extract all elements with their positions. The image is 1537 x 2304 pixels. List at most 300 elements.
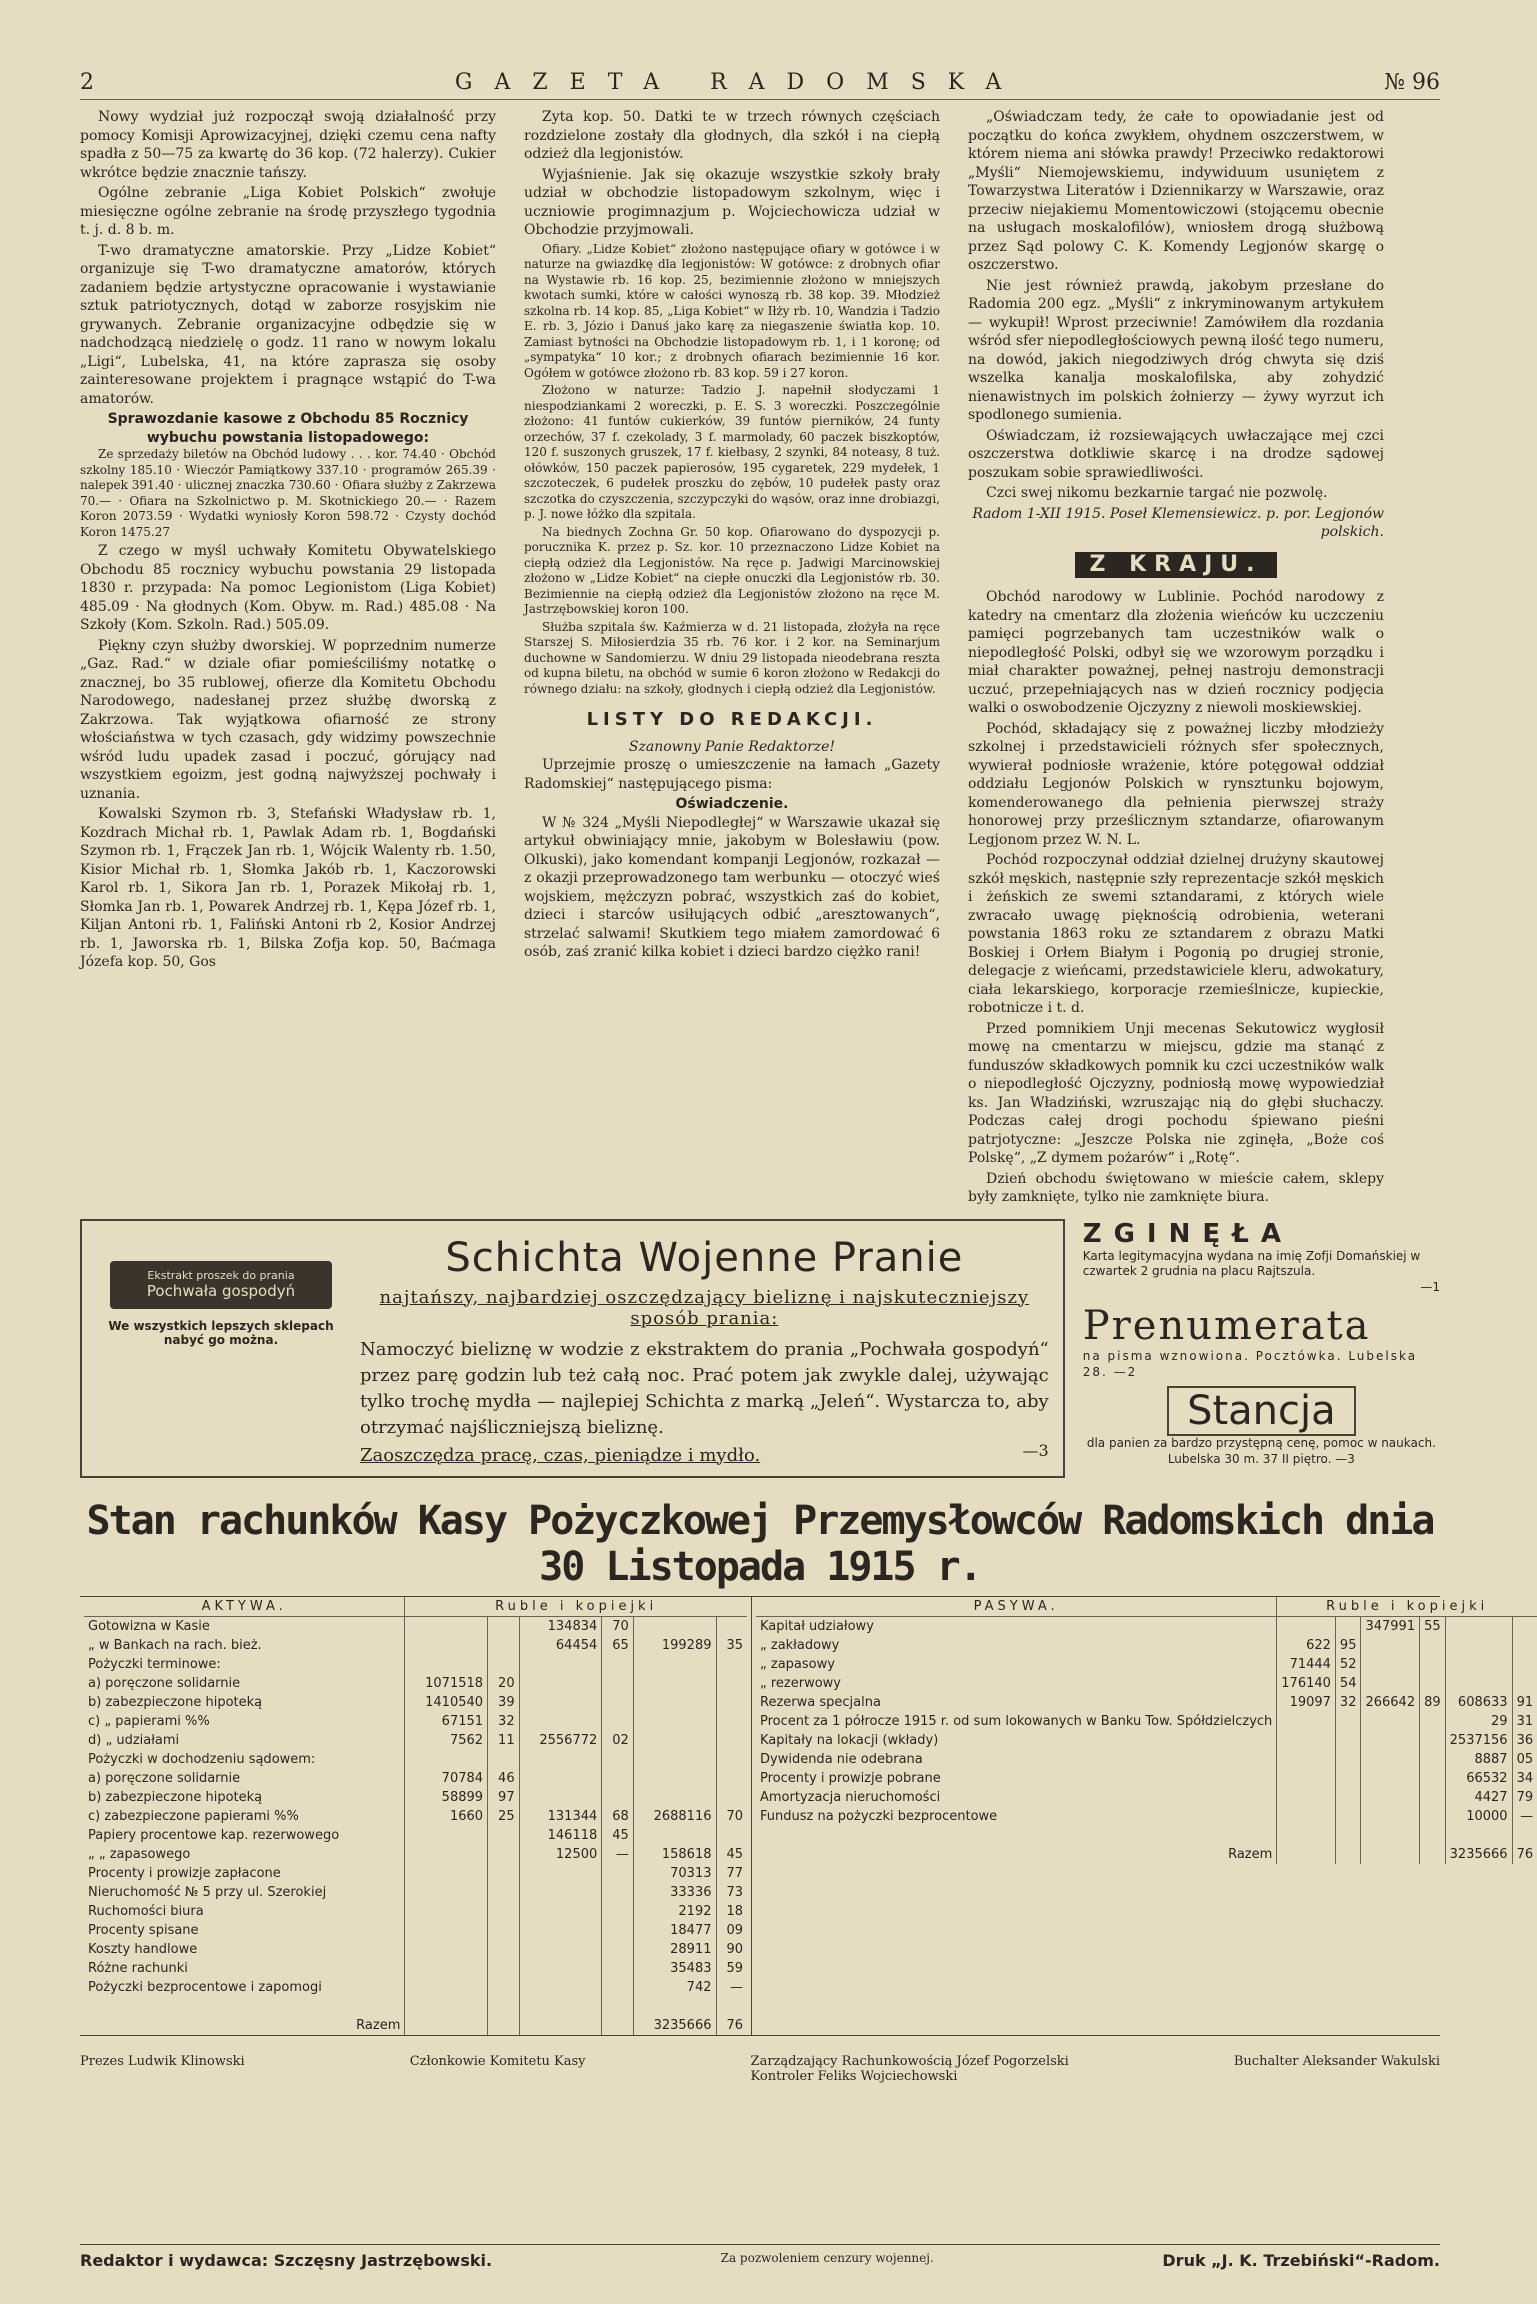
row-value: 64454 xyxy=(519,1636,602,1655)
row-value xyxy=(1277,1788,1336,1807)
column-1 xyxy=(80,108,496,1209)
row-value xyxy=(405,1616,488,1636)
table-row xyxy=(84,1616,747,1636)
col2-block: Na biednych Zochna Gr. 50 kop. Ofiarowano do dyspozycji p. porucznika K. przez p. Sz. kor. 10 przeznaczono Lidze Kobiet na ciepłą odzież dla Legjonistów. Na ręce p. Jadwigi Marcinowskiej złożono w „Lidze Kobiet“ na ciepłe onuczki dla Legjonistów rb. 30. Bezimiennie na ciepłą odzież dla Legjonistów złożono na ręce M. Jastrzębowskiej koron 100. xyxy=(524,524,940,616)
row-value xyxy=(1335,1807,1361,1826)
row-label: Pożyczki w dochodzeniu sądowem: xyxy=(88,1751,316,1767)
row-label: Koszty handlowe xyxy=(88,1941,198,1957)
row-value xyxy=(1277,1712,1336,1731)
row-value: 36 xyxy=(1512,1731,1537,1750)
column-3 xyxy=(968,108,1384,1209)
row-value xyxy=(519,1769,602,1788)
row-value xyxy=(1277,1826,1336,1845)
row-value xyxy=(519,1693,602,1712)
row-value xyxy=(1335,1769,1361,1788)
row-value: 46 xyxy=(488,1769,520,1788)
row-value xyxy=(488,1845,520,1864)
row-value xyxy=(1361,1788,1420,1807)
row-value: 134834 xyxy=(519,1616,602,1636)
row-value: 90 xyxy=(716,1940,747,1959)
row-value: 05 xyxy=(1512,1750,1537,1769)
row-label: Razem xyxy=(356,2017,401,2033)
row-value: 266642 xyxy=(1361,1693,1420,1712)
row-label: Ruchomości biura xyxy=(88,1903,204,1919)
row-value: 12500 xyxy=(519,1845,602,1864)
row-value: 1660 xyxy=(405,1807,488,1826)
table-row xyxy=(756,1807,1537,1826)
row-value xyxy=(602,2016,634,2035)
row-value xyxy=(405,1883,488,1902)
row-value: 58899 xyxy=(405,1788,488,1807)
table-row xyxy=(756,1616,1537,1636)
row-value xyxy=(1361,1712,1420,1731)
row-value xyxy=(405,1845,488,1864)
col3-block: Pochód, składający się z poważnej liczby młodzieży szkolnej i przedstawicieli różnych sfer społecznych, wywierał podniosłe wrażenie, które potęgował oddział oddziału Legjonów Polskich w rynsztunku bojowym, komenderowanego dla pełnienia pierwszej straży honorowej przy prześlicznym sztandarze, ofiarowanym Legjonom przez W. N. L. xyxy=(968,720,1384,848)
row-label: Dywidenda nie odebrana xyxy=(760,1751,923,1767)
row-value xyxy=(519,1997,602,2016)
subscription-title: Prenumerata xyxy=(1082,1303,1371,1349)
row-value xyxy=(716,1674,747,1693)
row-value xyxy=(1445,1674,1512,1693)
row-value: 8887 xyxy=(1445,1750,1512,1769)
row-value: 11 xyxy=(488,1731,520,1750)
row-value: 158618 xyxy=(633,1845,716,1864)
row-value xyxy=(1420,1655,1446,1674)
sig-president: Prezes Ludwik Klinowski xyxy=(80,2053,245,2069)
row-value xyxy=(633,1712,716,1731)
row-value xyxy=(488,1826,520,1845)
table-row xyxy=(756,1826,1537,1845)
row-value xyxy=(1445,1655,1512,1674)
row-value xyxy=(602,1921,634,1940)
table-row xyxy=(756,1750,1537,1769)
row-value: 622 xyxy=(1277,1636,1336,1655)
row-value xyxy=(602,1655,634,1674)
row-label xyxy=(756,1826,1277,1845)
badge-top-text: Ekstrakt proszek do prania xyxy=(147,1269,295,1282)
row-value xyxy=(602,1997,634,2016)
col3-block: Radom 1-XII 1915. Poseł Klemensiewicz. p. por. Legjonów polskich. xyxy=(972,505,1384,540)
row-label: Nieruchomość № 5 przy ul. Szerokiej xyxy=(88,1884,327,1900)
table-row xyxy=(84,1902,747,1921)
row-value xyxy=(1335,1788,1361,1807)
row-value xyxy=(1361,1636,1420,1655)
table-row xyxy=(84,1845,747,1864)
row-label: a) poręczone solidarnie xyxy=(88,1770,241,1786)
row-value xyxy=(519,1788,602,1807)
ad-body: Namoczyć bieliznę w wodzie z ekstraktem do prania „Pochwała gospodyń“ przez parę godzin lub też całą noc. Prać potem jak zwykle dalej, używając tylko trochę mydła — najlepiej Schichta z marką „Jeleń“. Wystarcza to, aby otrzymać najśliczniejszą bieliznę. xyxy=(360,1338,1049,1438)
row-value xyxy=(1420,1712,1446,1731)
row-value xyxy=(1335,1712,1361,1731)
row-value xyxy=(1361,1674,1420,1693)
row-label: Rezerwa specjalna xyxy=(760,1694,881,1710)
row-label: Kapitały na lokacji (wkłady) xyxy=(760,1732,939,1748)
row-value: 71444 xyxy=(1277,1655,1336,1674)
row-value xyxy=(633,1750,716,1769)
row-value xyxy=(488,1921,520,1940)
row-label: d) „ udziałami xyxy=(88,1732,180,1748)
row-value xyxy=(1420,1788,1446,1807)
product-badge xyxy=(110,1261,332,1309)
liabilities-header: PASYWA. xyxy=(756,1597,1277,1617)
table-row xyxy=(84,1921,747,1940)
row-label: Różne rachunki xyxy=(88,1960,188,1976)
row-value xyxy=(519,1921,602,1940)
row-value: 2556772 xyxy=(519,1731,602,1750)
row-label: Papiery procentowe kap. rezerwowego xyxy=(88,1827,340,1843)
row-value: 35483 xyxy=(633,1959,716,1978)
col2-block: Uprzejmie proszę o umieszczenie na łamach „Gazety Radomskiej“ następującego pisma: xyxy=(524,757,940,792)
row-value xyxy=(602,1959,634,1978)
row-value xyxy=(716,1693,747,1712)
table-row xyxy=(84,1807,747,1826)
liabilities-side xyxy=(751,1597,1534,2035)
row-label: Gotowizna w Kasie xyxy=(88,1618,210,1634)
row-value xyxy=(488,1997,520,2016)
row-value: 146118 xyxy=(519,1826,602,1845)
row-value xyxy=(633,1769,716,1788)
col3-block: Pochód rozpoczynał oddział dzielnej drużyny skautowej szkół męskich, następnie szły reprezentacje szkół męskich i żeńskich ze swemi sztandarami, z których wiele zwracało uwagę pięknością odrobienia, weterani powstania 1863 roku ze sztandarem z obrazu Matki Boskiej i Orłem Białym i Pogonią po drugiej stronie, delegacje z wieńcami, przedstawiciele kleru, adwokatury, ciała lekarskiego, korporacje rzemieślnicze, kupieckie, robotnicze i t. d. xyxy=(968,852,1384,1016)
row-label: c) „ papierami %% xyxy=(88,1713,210,1729)
censor-line: Za pozwoleniem cenzury wojennej. xyxy=(720,2251,934,2265)
row-value xyxy=(488,1940,520,1959)
table-row xyxy=(84,1731,747,1750)
table-row xyxy=(84,1750,747,1769)
table-row xyxy=(756,1674,1537,1693)
row-value: 54 xyxy=(1335,1674,1361,1693)
col2-block: Wyjaśnienie. Jak się okazuje wszystkie szkoły brały udział w obchodzie listopadowym szkolnym, więc i uczniowie progimnazjum p. Wojciechowicza udział w Obchodzie przyjmowali. xyxy=(524,166,940,238)
row-label: „ zapasowy xyxy=(760,1656,835,1672)
row-value: 70 xyxy=(602,1616,634,1636)
row-value: — xyxy=(1512,1807,1537,1826)
row-value xyxy=(405,1636,488,1655)
row-value: 34 xyxy=(1512,1769,1537,1788)
room-text: dla panien za bardzo przystępną cenę, pomoc w naukach. Lubelska 30 m. 37 II piętro. —3 xyxy=(1086,1436,1436,1466)
row-label: Procent za 1 półrocze 1915 r. od sum lokowanych w Banku Tow. Spółdzielczych xyxy=(760,1713,1273,1729)
assets-header: AKTYWA. xyxy=(84,1597,405,1617)
col1-block: Piękny czyn służby dworskiej. W poprzednim numerze „Gaz. Rad.“ w dziale ofiar pomieściliśmy notatkę o znacznej, bo 35 rublowej, ofierze dla Komitetu Obchodu Narodowego, nadesłanej przez służbę dworską z Zakrzowa. Tak wyjątkowa ofiarność ze strony włościaństwa w tych czasach, gdy widzimy powszechnie wśród ludu upadek zasad i poczuć, górujący nad wszystkiem egoizm, jest godną najwyższej pochwały i uznania. xyxy=(80,637,496,802)
ad-right-panel xyxy=(360,1231,1049,1466)
col1-block: Ogólne zebranie „Liga Kobiet Polskich“ zwołuje miesięczne ogólne zebranie na środę przyszłego tygodnia t. j. d. 8 b. m. xyxy=(80,185,496,238)
row-value: 97 xyxy=(488,1788,520,1807)
table-row xyxy=(84,1883,747,1902)
row-value: 52 xyxy=(1335,1655,1361,1674)
table-row xyxy=(756,1655,1537,1674)
newspaper-page xyxy=(80,70,1534,2270)
row-value xyxy=(1277,1616,1336,1636)
table-row xyxy=(84,1636,747,1655)
row-value: 76 xyxy=(1512,1845,1537,1864)
row-value xyxy=(488,1655,520,1674)
row-value xyxy=(602,1883,634,1902)
row-value xyxy=(488,1883,520,1902)
row-value: 79 xyxy=(1512,1788,1537,1807)
row-value xyxy=(602,1750,634,1769)
row-value xyxy=(1277,1807,1336,1826)
row-value: 67151 xyxy=(405,1712,488,1731)
row-value: 18 xyxy=(716,1902,747,1921)
ad-left-panel xyxy=(96,1231,346,1466)
table-row xyxy=(84,1864,747,1883)
row-label: c) zabezpieczone papierami %% xyxy=(88,1808,299,1824)
row-value: 02 xyxy=(602,1731,634,1750)
row-value xyxy=(716,1655,747,1674)
row-value xyxy=(1335,1826,1361,1845)
row-label: Procenty i prowizje zapłacone xyxy=(88,1865,281,1881)
room-title: Stancja xyxy=(1167,1386,1356,1436)
table-row xyxy=(84,1826,747,1845)
row-value: 20 xyxy=(488,1674,520,1693)
row-value xyxy=(602,1769,634,1788)
row-value xyxy=(602,1902,634,1921)
row-value xyxy=(602,1978,634,1997)
row-value: 70784 xyxy=(405,1769,488,1788)
row-label: „ w Bankach na rach. bież. xyxy=(88,1637,262,1653)
row-value: 19097 xyxy=(1277,1693,1336,1712)
schichta-ad xyxy=(80,1219,1065,1478)
col2-block: W № 324 „Myśli Niepodległej“ w Warszawie ukazał się artykuł obwiniający mnie, jakobym w Bolesławiu (pow. Olkuski), jako komendant kompanji Legjonów, rozkazał — z okazji przeprowadzonego tam werbunku — otoczyć wieś wojskiem, mężczyzn pobrać, wszystkich zaś do kobiet, dzieci i starców usiłujących odbić „aresztowanych“, strzelać salwami! Skutkiem tego miałem zamordować 6 osób, zaś zranić kilka kobiet i dzieci bardzo ciężko rani! xyxy=(524,814,940,960)
row-value: 2537156 xyxy=(1445,1731,1512,1750)
row-value xyxy=(405,1978,488,1997)
col2-block: Zyta kop. 50. Datki te w trzech równych częściach rozdzielone zostały dla głodnych, dla szkół i na ciepłą odzież dla legjonistów. xyxy=(524,109,940,162)
row-value xyxy=(1277,1731,1336,1750)
col1-block: Kowalski Szymon rb. 3, Stefański Władysław rb. 1, Kozdrach Michał rb. 1, Pawlak Adam rb. 1, Bogdański Szymon rb. 1, Frączek Jan rb. 1, Wójcik Walenty rb. 1.50, Kisior Michał rb. 1, Słomka Jakób rb. 1, Kaczorowski Karol rb. 1, Sikora Jan rb. 1, Porazek Mikołaj rb. 1, Słomka Jan rb. 1, Powarek Andrzej rb. 1, Kępa Józef rb. 1, Kiljan Antoni rb. 1, Faliński Antoni rb 2, Kosior Andrzej rb. 1, Jaworska rb. 1, Bilska Zofja kop. 50, Baćmaga Józefa kop. 50, Gos xyxy=(80,806,496,970)
row-value xyxy=(519,1674,602,1693)
row-value: 199289 xyxy=(633,1636,716,1655)
ad-footer: Zaoszczędza pracę, czas, pieniądze i mydło. xyxy=(360,1444,761,1466)
ad-title: Schichta Wojenne Pranie xyxy=(445,1234,964,1281)
row-value xyxy=(519,1978,602,1997)
row-value xyxy=(633,1997,716,2016)
row-label xyxy=(84,1997,405,2016)
row-value xyxy=(1512,1616,1537,1636)
row-value xyxy=(405,1959,488,1978)
row-value: 33336 xyxy=(633,1883,716,1902)
row-value: 32 xyxy=(1335,1693,1361,1712)
table-row xyxy=(756,1712,1537,1731)
row-value xyxy=(1361,1826,1420,1845)
row-value xyxy=(716,1769,747,1788)
row-value: 45 xyxy=(716,1845,747,1864)
row-value: 91 xyxy=(1512,1693,1537,1712)
row-value: 131344 xyxy=(519,1807,602,1826)
table-row xyxy=(84,1788,747,1807)
row-label: Procenty i prowizje pobrane xyxy=(760,1770,941,1786)
row-value xyxy=(716,1750,747,1769)
row-value xyxy=(1335,1845,1361,1864)
row-value xyxy=(633,1616,716,1636)
row-value xyxy=(716,1616,747,1636)
col3-block: Dzień obchodu świętowano w mieście całem, sklepy były zamknięte, tylko nie zamknięte biura. xyxy=(968,1170,1384,1205)
issue-number: № 96 xyxy=(1384,70,1440,95)
row-value xyxy=(488,1978,520,1997)
row-value: 55 xyxy=(1420,1616,1446,1636)
row-value xyxy=(1335,1616,1361,1636)
row-value xyxy=(519,1655,602,1674)
row-value xyxy=(405,1864,488,1883)
row-value: 28911 xyxy=(633,1940,716,1959)
row-value xyxy=(405,1826,488,1845)
row-value: 39 xyxy=(488,1693,520,1712)
col1-block: Z czego w myśl uchwały Komitetu Obywatelskiego Obchodu 85 rocznicy wybuchu powstania 29 listopada 1830 r. przypada: Na pomoc Legionistom (Liga Kobiet) 485.09 · Na głodnych (Kom. Obyw. m. Rad.) 485.08 · Na Szkoły (Kom. Szkoln. Rad.) 505.09. xyxy=(80,543,496,633)
row-value: 3235666 xyxy=(633,2016,716,2035)
row-value xyxy=(1420,1845,1446,1864)
col3-block: „Oświadczam tedy, że całe to opowiadanie jest od początku do końca zwykłem, ohydnem oszczerstwem, w którem niema ani słówka prawdy! Przeciwko redaktorowi „Myśli“ Niemojewskiemu, indywiduum usuniętem z Towarzystwa Literatów i Dziennikarzy w Warszawie, oraz przeciw niejakiemu Momentowiczowi (stojącemu obecnie na usługach moskalofilów), wniosłem drogą służbową przez Sąd polowy C. K. Komendy Legjonów skargę o oszczerstwo. xyxy=(968,109,1384,273)
paper-title: GAZETA RADOMSKA xyxy=(454,70,1024,95)
col3-block: Nie jest również prawdą, jakobym przesłane do Radomia 200 egz. „Myśli“ z inkryminowanym artykułem — wykupił! Wprost przeciwnie! Zamówiłem dla rozdania wśród sfer niepodległościowych pewną ilość tego numeru, na dowód, jakich niegodziwych dróg chwyta się dziś wszelka kanalja moskalofilska, aby zohydzić nienawistnych im polskich żołnierzy — żywy wyrzut ich spodlonego sumienia. xyxy=(968,277,1384,423)
row-value: 25 xyxy=(488,1807,520,1826)
table-row xyxy=(756,1788,1537,1807)
row-value: 2688116 xyxy=(633,1807,716,1826)
ad-code: —3 xyxy=(1022,1440,1049,1460)
lost-title: ZGINĘŁA xyxy=(1082,1218,1293,1249)
row-value xyxy=(519,2016,602,2035)
row-value: 66532 xyxy=(1445,1769,1512,1788)
row-value xyxy=(716,1712,747,1731)
row-value xyxy=(519,1883,602,1902)
table-row xyxy=(756,1636,1537,1655)
row-value xyxy=(1361,1750,1420,1769)
row-value: 35 xyxy=(716,1636,747,1655)
editor-line: Redaktor i wydawca: Szczęsny Jastrzębowski. xyxy=(80,2251,493,2270)
row-value xyxy=(1512,1674,1537,1693)
table-row xyxy=(84,1674,747,1693)
signatures xyxy=(80,2054,1440,2084)
row-label: „ rezerwowy xyxy=(760,1675,842,1691)
table-row xyxy=(756,1731,1537,1750)
article-columns xyxy=(80,108,1440,1209)
row-value xyxy=(602,1788,634,1807)
row-value xyxy=(1512,1655,1537,1674)
column-2 xyxy=(524,108,940,1209)
row-value xyxy=(1420,1769,1446,1788)
row-value: 347991 xyxy=(1361,1616,1420,1636)
row-value xyxy=(405,1902,488,1921)
row-label: b) zabezpieczone hipoteką xyxy=(88,1789,263,1805)
table-row xyxy=(84,1693,747,1712)
table-row xyxy=(756,1845,1537,1864)
row-value: 65 xyxy=(602,1636,634,1655)
row-value xyxy=(1512,1636,1537,1655)
sig-bookkeeper: Buchalter Aleksander Wakulski xyxy=(1233,2053,1440,2069)
sig-manager: Zarządzający Rachunkowością Józef Pogorzelski xyxy=(750,2053,1069,2069)
col2-block: Szanowny Panie Redaktorze! xyxy=(628,738,836,755)
row-value: 3235666 xyxy=(1445,1845,1512,1864)
table-row xyxy=(84,1940,747,1959)
printer-line: Druk „J. K. Trzebiński“-Radom. xyxy=(1162,2251,1440,2270)
row-value xyxy=(1420,1807,1446,1826)
assets-rows xyxy=(84,1616,747,2035)
row-value xyxy=(1277,1845,1336,1864)
row-value: 2192 xyxy=(633,1902,716,1921)
row-value: 31 xyxy=(1512,1712,1537,1731)
badge-text: Pochwała gospodyń xyxy=(146,1282,296,1300)
page-footer xyxy=(80,2244,1440,2270)
row-label: Razem xyxy=(1228,1846,1273,1862)
row-label: „ „ zapasowego xyxy=(88,1846,191,1862)
row-value xyxy=(488,1864,520,1883)
col3-block: Z KRAJU. xyxy=(1075,552,1276,579)
row-value xyxy=(488,1750,520,1769)
row-value xyxy=(519,1902,602,1921)
row-label: b) zabezpieczone hipoteką xyxy=(88,1694,263,1710)
row-value xyxy=(1361,1845,1420,1864)
col3-block: Obchód narodowy w Lublinie. Pochód narodowy z katedry na cmentarz dla złożenia wieńców ku uczczeniu pamięci pogrzebanych tam uczestników walk o niepodległość Polski, odbył się we wzorowym porządku i miał charakter poważnej, pełnej nastroju demonstracji uczuć, przepełniających nas w dzień rocznicy podjęcia walki o oswobodzenie Ojczyzny z niewoli moskiewskiej. xyxy=(968,589,1384,716)
ad-subtitle: najtańszy, najbardziej oszczędzający bieliznę i najskuteczniejszy sposób prania: xyxy=(379,1286,1030,1329)
col1-block: T-wo dramatyczne amatorskie. Przy „Lidze Kobiet“ organizuje się T-wo dramatyczne amatorów, których zadaniem będzie artystyczne opracowanie i wystawianie sztuk patriotycznych, dotąd w zaborze rosyjskim nie grywanych. Zebranie organizacyjne odbędzie się w nadchodzącą niedzielę o godz. 11 rano w nowym lokalu „Ligi“, Lubelska, 41, na które zaprasza się osoby zainteresowane projektem i pragnące wstąpić do T-wa amatorów. xyxy=(80,242,496,407)
row-value xyxy=(633,1674,716,1693)
row-value: 29 xyxy=(1445,1712,1512,1731)
page-number: 2 xyxy=(80,70,94,95)
row-value xyxy=(716,1826,747,1845)
col2-block: Złożono w naturze: Tadzio J. napełnił słodyczami 1 niespodziankami 2 woreczki, p. E. S. 3 woreczki. Poszczególnie złożono: 41 funtów cukierków, 39 funtów pierników, 24 funty orzechów, 37 f. czekolady, 3 f. marmolady, 60 paczek biszkoptów, 120 f. suszonych gruszek, 17 f. kiełbasy, 2 szynki, 84 noteasy, 8 tuż. ołówków, 150 paczek papierosów, 195 cygaretek, 229 mydełek, 1 szczoteczek, 6 pudełek proszku do zębów, 10 pudełek pasty oraz szczotka do czyszczenia, szczypczyki do wąsów, oraz inne drobiazgi, p. J. nowe łóżko dla szpitala. xyxy=(524,383,940,521)
row-value: 09 xyxy=(716,1921,747,1940)
table-row xyxy=(756,1769,1537,1788)
row-value: 1071518 xyxy=(405,1674,488,1693)
row-label: a) poręczone solidarnie xyxy=(88,1675,241,1691)
row-value xyxy=(602,1864,634,1883)
row-value: 10000 xyxy=(1445,1807,1512,1826)
row-value: 95 xyxy=(1335,1636,1361,1655)
row-value xyxy=(1361,1807,1420,1826)
row-value xyxy=(488,1902,520,1921)
row-value xyxy=(602,1674,634,1693)
row-value xyxy=(488,1616,520,1636)
row-label: Pożyczki terminowe: xyxy=(88,1656,221,1672)
row-value xyxy=(1445,1636,1512,1655)
row-value xyxy=(1335,1750,1361,1769)
row-value xyxy=(602,1712,634,1731)
col1-block: Ze sprzedaży biletów na Obchód ludowy . . . kor. 74.40 · Obchód szkolny 185.10 · Wieczór Pamiątkowy 337.10 · programów 265.39 · nalepek 391.40 · ulicznej znaczka 730.60 · Ofiara służby z Zakrzewa 70.— · Ofiara na Szkolnictwo p. M. Skotnickiego 20.— · Razem Koron 2073.59 · Wydatki wyniosły Koron 598.72 · Czysty dochód Koron 1475.27 xyxy=(80,447,496,539)
row-value xyxy=(405,1921,488,1940)
col3-block: Czci swej nikomu bezkarnie targać nie pozwolę. xyxy=(986,485,1328,501)
row-value xyxy=(405,1655,488,1674)
row-value xyxy=(405,1750,488,1769)
row-value xyxy=(1445,1826,1512,1845)
row-value xyxy=(519,1959,602,1978)
small-ads xyxy=(1083,1219,1440,1478)
row-label: „ zakładowy xyxy=(760,1637,840,1653)
row-value: 742 xyxy=(633,1978,716,1997)
row-value xyxy=(1361,1731,1420,1750)
row-value xyxy=(519,1750,602,1769)
col3-block: Oświadczam, iż rozsiewających uwłaczające mej czci oszczerstwa dotkliwie skarcę i na drodze sądowej poszukam sobie sprawiedliwości. xyxy=(968,427,1384,481)
col2-block: LISTY DO REDAKCJI. xyxy=(586,709,878,730)
sig-committee: Członkowie Komitetu Kasy xyxy=(409,2053,586,2069)
col2-block: Służba szpitala św. Kaźmierza w d. 21 listopada, złożyła na ręce Starszej S. Miłosierdzia 35 rb. 76 kor. i 2 kor. na Seminarjum duchowne w Sandomierzu. W dniu 29 listopada nieodebrana reszta od kupna biletu, na obchód w sumie 6 koron złożono w Redakcji do równego działu: na szkoły, głodnych i ciepłą odzież dla Legjonistów. xyxy=(524,619,940,696)
row-value: 70 xyxy=(716,1807,747,1826)
liabilities-rows xyxy=(756,1616,1537,1864)
row-value xyxy=(716,1997,747,2016)
assets-side xyxy=(80,1597,751,2035)
table-row xyxy=(84,1997,747,2016)
row-value: — xyxy=(602,1845,634,1864)
row-value xyxy=(519,1864,602,1883)
row-value xyxy=(1361,1769,1420,1788)
table-row xyxy=(84,2016,747,2035)
row-value: 608633 xyxy=(1445,1693,1512,1712)
row-value xyxy=(633,1693,716,1712)
row-label: Amortyzacja nieruchomości xyxy=(760,1789,941,1805)
row-value: 18477 xyxy=(633,1921,716,1940)
row-value xyxy=(1335,1731,1361,1750)
row-label: Pożyczki bezprocentowe i zapomogi xyxy=(88,1979,322,1995)
row-label: Fundusz na pożyczki bezprocentowe xyxy=(760,1808,998,1824)
row-value xyxy=(405,2016,488,2035)
row-value xyxy=(602,1693,634,1712)
row-value: 176140 xyxy=(1277,1674,1336,1693)
ad-left-text: We wszystkich lepszych sklepach nabyć go można. xyxy=(108,1318,334,1347)
